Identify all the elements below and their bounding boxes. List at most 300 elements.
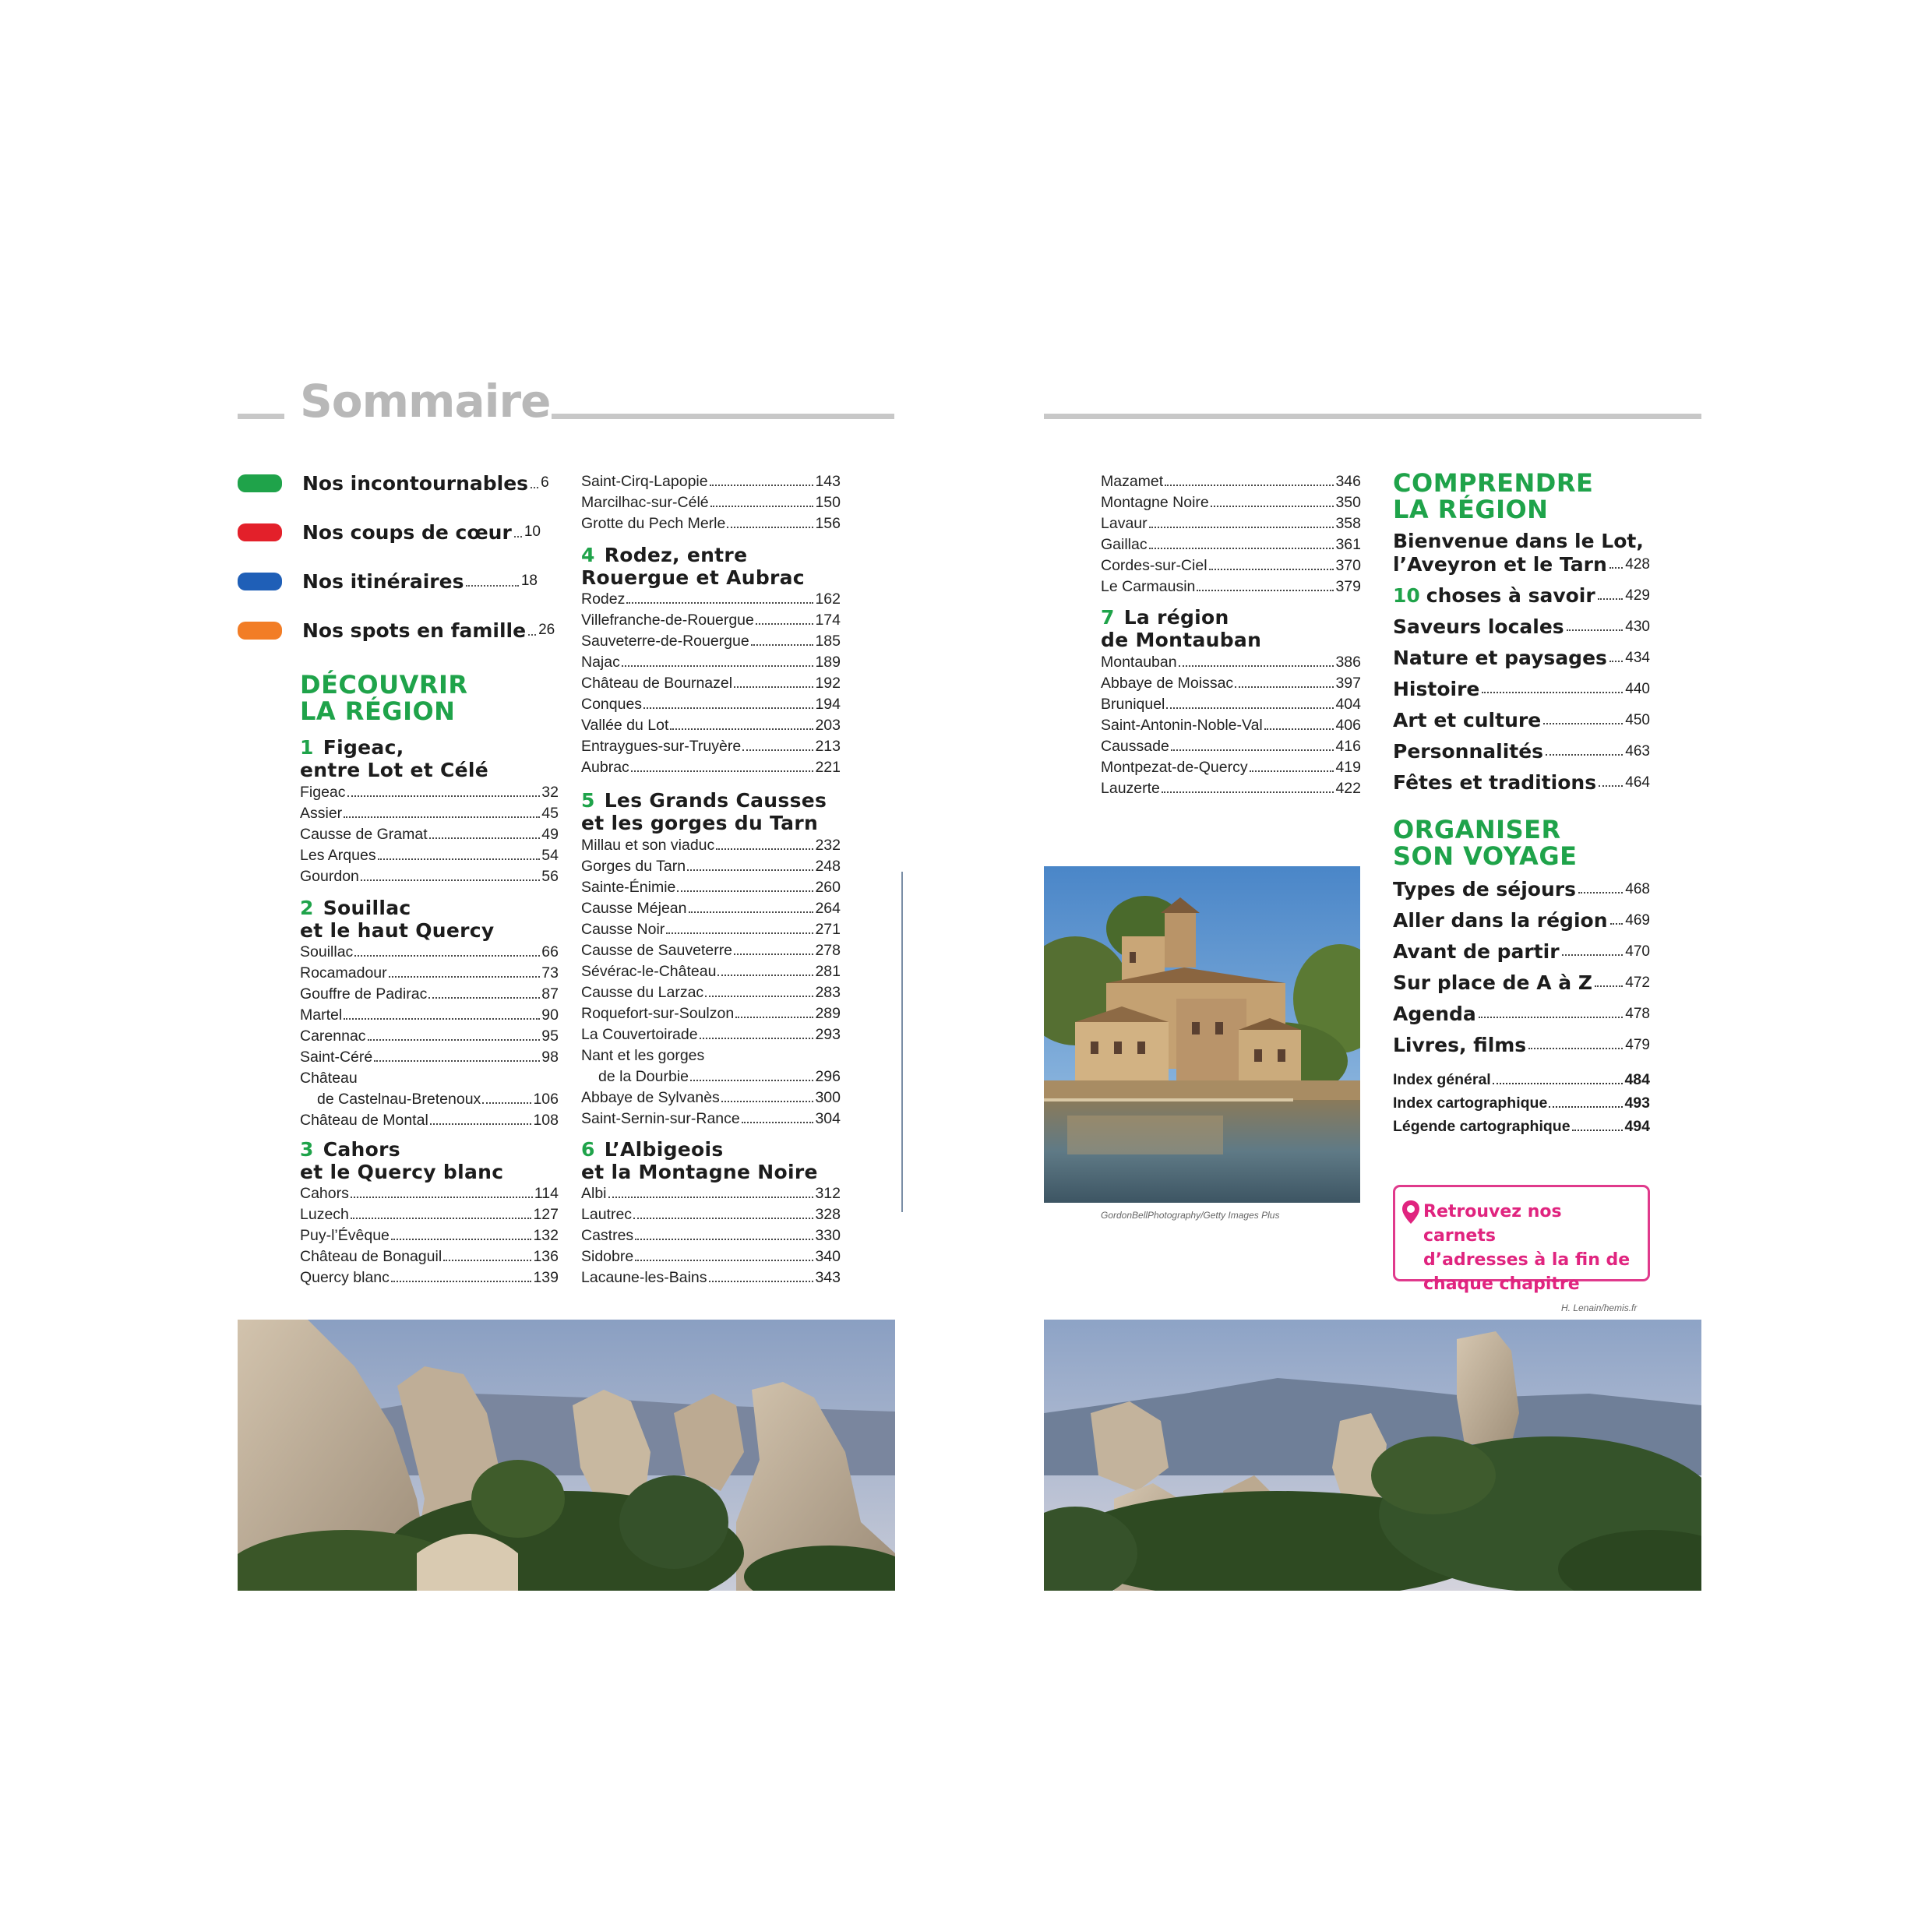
entry-page: 361 <box>1335 536 1361 553</box>
entry-page: 87 <box>541 985 559 1003</box>
toc-entry[interactable] <box>1393 994 1650 1025</box>
toc-entry[interactable] <box>300 781 559 802</box>
entry-name: Abbaye de Moissac <box>1101 675 1234 692</box>
toc-entry[interactable] <box>581 834 841 855</box>
entry-name: Sidobre <box>581 1248 634 1265</box>
entry-name: Montauban <box>1101 654 1177 671</box>
entry-name: choses à savoir <box>1426 584 1595 607</box>
toc-entry[interactable] <box>581 1107 841 1128</box>
section-decouvrir <box>300 671 468 724</box>
entry-name: Causse de Sauveterre <box>581 942 733 959</box>
dot-leader <box>710 485 814 486</box>
entry-name: Le Carmausin <box>1101 578 1196 595</box>
entry-name: Saint-Cirq-Lapopie <box>581 473 708 490</box>
chapter-1-heading[interactable] <box>300 736 488 781</box>
carnets-line: d’adresses à la fin de <box>1423 1250 1631 1270</box>
chapter-number: 2 <box>300 897 314 919</box>
entry-page: 278 <box>815 942 841 959</box>
toc-entry[interactable] <box>300 802 559 823</box>
entry-name: Index cartographique <box>1393 1094 1548 1112</box>
entry-number: 10 <box>1393 584 1420 607</box>
chapter-4-list <box>581 587 841 777</box>
toc-entry[interactable] <box>581 587 841 608</box>
orange-chip <box>238 622 282 640</box>
entry-page: 162 <box>815 590 841 608</box>
highlight-coups-de-coeur[interactable] <box>238 516 541 548</box>
chapter-5-heading[interactable] <box>581 789 827 834</box>
dot-leader <box>430 1123 532 1125</box>
toc-entry[interactable] <box>300 1245 559 1266</box>
chapter-6-heading[interactable] <box>581 1138 818 1183</box>
highlight-label: Nos coups de cœur <box>302 520 512 544</box>
entry-name: Sainte-Énimie <box>581 879 676 896</box>
dot-leader <box>1211 506 1334 507</box>
toc-entry[interactable] <box>300 940 559 961</box>
entry-page: 469 <box>1625 912 1650 929</box>
dot-leader <box>622 665 814 667</box>
entry-page: 150 <box>815 494 841 511</box>
dot-leader <box>1599 785 1623 787</box>
page-edge-line <box>901 872 903 1212</box>
chapter-7-heading[interactable] <box>1101 606 1261 651</box>
toc-entry[interactable] <box>1393 731 1650 763</box>
toc-entry[interactable] <box>1101 491 1361 512</box>
toc-entry[interactable] <box>581 1224 841 1245</box>
dot-leader <box>735 1017 813 1018</box>
dot-leader <box>1572 1130 1624 1131</box>
chapter-number: 6 <box>581 1138 595 1161</box>
chapter-2-heading[interactable] <box>300 897 495 942</box>
village-photo <box>1044 866 1360 1203</box>
toc-entry[interactable] <box>1101 650 1361 671</box>
dot-leader <box>1166 707 1334 709</box>
entry-page: 127 <box>533 1206 559 1223</box>
dot-leader <box>1610 923 1624 925</box>
dot-leader <box>721 1101 814 1102</box>
toc-entry[interactable] <box>581 608 841 629</box>
carnets-line: chaque chapitre <box>1423 1274 1580 1294</box>
green-chip <box>238 474 282 492</box>
chapter-title: entre Lot et Célé <box>300 759 488 781</box>
dot-leader <box>700 1038 814 1039</box>
chapter-1-list <box>300 781 559 886</box>
toc-entry[interactable] <box>581 650 841 671</box>
entry-name: Montpezat-de-Quercy <box>1101 759 1248 776</box>
section-organiser <box>1393 816 1577 869</box>
entry-name: Nant et les gorges <box>581 1047 705 1064</box>
toc-entry[interactable] <box>1393 669 1650 700</box>
dot-leader <box>1549 1106 1623 1108</box>
index-entry[interactable] <box>1393 1112 1650 1136</box>
chapter-title: et les gorges du Tarn <box>581 812 819 834</box>
dot-leader <box>1562 954 1624 956</box>
toc-entry[interactable] <box>300 1182 559 1203</box>
header-rule-right <box>1044 414 1701 419</box>
section-line: LA RÉGION <box>1393 495 1549 524</box>
toc-entry[interactable] <box>300 1109 559 1130</box>
dot-leader <box>635 1260 813 1261</box>
toc-entry[interactable] <box>1393 932 1650 963</box>
toc-entry[interactable] <box>1101 554 1361 575</box>
toc-entry[interactable] <box>300 1087 559 1109</box>
entry-page: 73 <box>541 964 559 982</box>
entry-name: Saint-Sernin-sur-Rance <box>581 1110 740 1127</box>
entry-name: Château de Bonaguil <box>300 1248 442 1265</box>
entry-page: 248 <box>815 858 841 875</box>
chapter-title: Figeac, <box>323 736 404 759</box>
entry-page: 330 <box>815 1227 841 1244</box>
chapter-title: L’Albigeois <box>604 1138 724 1161</box>
dot-leader <box>1197 590 1334 591</box>
entry-page: 493 <box>1624 1094 1650 1112</box>
toc-entry[interactable] <box>1101 756 1361 777</box>
toc-entry-line <box>300 1066 559 1087</box>
entry-page: 406 <box>1335 717 1361 734</box>
entry-name: La Couvertoirade <box>581 1026 698 1043</box>
entry-page: 283 <box>815 984 841 1001</box>
toc-entry[interactable] <box>581 897 841 918</box>
toc-entry[interactable] <box>300 844 559 865</box>
entry-page: 296 <box>815 1068 841 1085</box>
dot-leader <box>1264 728 1334 730</box>
highlight-incontournables[interactable] <box>238 467 549 499</box>
entry-page: 114 <box>534 1185 559 1202</box>
entry-name: Avant de partir <box>1393 940 1560 963</box>
dot-leader <box>689 911 814 913</box>
dot-leader <box>391 1281 532 1282</box>
entry-name: Roquefort-sur-Soulzon <box>581 1005 735 1022</box>
dot-leader <box>643 707 813 709</box>
index-entry[interactable] <box>1393 1066 1650 1089</box>
chapter-title: Souillac <box>323 897 411 919</box>
entry-name: Château de Bournazel <box>581 675 733 692</box>
entry-page: 494 <box>1624 1118 1650 1135</box>
entry-page: 156 <box>815 515 841 532</box>
toc-entry[interactable] <box>1101 735 1361 756</box>
dot-leader <box>1162 791 1334 793</box>
entry-name: Millau et son viaduc <box>581 837 715 854</box>
dot-leader <box>1546 754 1623 756</box>
comprendre-items <box>1393 607 1650 794</box>
dot-leader <box>666 932 813 934</box>
entry-page: 264 <box>815 900 841 917</box>
entry-page: 328 <box>815 1206 841 1223</box>
toc-entry[interactable] <box>300 982 559 1003</box>
dot-leader <box>1250 770 1334 772</box>
highlight-page: 6 <box>541 474 549 491</box>
entry-page: 136 <box>533 1248 559 1265</box>
toc-entry[interactable] <box>300 961 559 982</box>
toc-entry[interactable] <box>1393 552 1650 576</box>
entry-page: 56 <box>541 868 559 885</box>
toc-entry[interactable] <box>1101 575 1361 596</box>
toc-entry[interactable] <box>1393 638 1650 669</box>
entry-name: Art et culture <box>1393 709 1542 731</box>
entry-name: Cahors <box>300 1185 349 1202</box>
toc-entry[interactable] <box>581 735 841 756</box>
dot-leader <box>1479 1017 1624 1018</box>
photo-credit-village: GordonBellPhotography/Getty Images Plus <box>1101 1210 1280 1221</box>
landscape-photo-right <box>1044 1320 1701 1591</box>
toc-entry[interactable] <box>1393 763 1650 794</box>
entry-page: 189 <box>815 654 841 671</box>
dot-leader <box>705 996 813 997</box>
entry-name: Assier <box>300 805 343 822</box>
dot-leader <box>482 1102 531 1104</box>
toc-entry[interactable] <box>300 1203 559 1224</box>
section-line: SON VOYAGE <box>1393 841 1578 871</box>
toc-entry[interactable] <box>581 918 841 939</box>
dot-leader <box>751 644 814 646</box>
toc-entry[interactable] <box>581 512 841 533</box>
entry-name: Luzech <box>300 1206 349 1223</box>
toc-entry[interactable] <box>1101 533 1361 554</box>
dot-leader <box>1209 569 1334 570</box>
dot-leader <box>670 728 813 730</box>
section-line: DÉCOUVRIR <box>300 670 468 700</box>
highlight-spots-famille[interactable] <box>238 615 555 646</box>
dot-leader <box>361 879 540 881</box>
toc-entry[interactable] <box>581 939 841 960</box>
highlight-itineraires[interactable] <box>238 566 538 597</box>
entry-page: 232 <box>815 837 841 854</box>
toc-entry[interactable] <box>581 693 841 714</box>
entry-name: Saint-Céré <box>300 1049 373 1066</box>
chapter-number: 5 <box>581 789 595 812</box>
entry-page: 370 <box>1335 557 1361 574</box>
entry-name: Albi <box>581 1185 607 1202</box>
toc-entry[interactable] <box>300 1266 559 1287</box>
toc-entry[interactable] <box>300 1224 559 1245</box>
toc-entry[interactable] <box>1393 700 1650 731</box>
dot-leader <box>1543 723 1623 724</box>
toc-entry[interactable] <box>1393 963 1650 994</box>
toc-entry[interactable] <box>1101 470 1361 491</box>
dot-leader <box>1482 692 1623 693</box>
entry-name: Carennac <box>300 1027 366 1045</box>
dot-leader <box>1179 665 1334 667</box>
dot-leader <box>1528 1048 1623 1049</box>
highlight-page: 26 <box>538 622 555 638</box>
chapter-2-castelnau <box>300 1066 559 1130</box>
toc-entry[interactable] <box>581 960 841 981</box>
entry-name: de la Dourbie <box>598 1068 689 1085</box>
dot-leader <box>635 1239 813 1240</box>
chapter-number: 4 <box>581 544 595 566</box>
chapter-5-list-end <box>581 1086 841 1128</box>
chapter-3-heading[interactable] <box>300 1138 503 1183</box>
carnets-text <box>1423 1200 1640 1296</box>
chapter-2-list <box>300 940 559 1066</box>
entry-page: 343 <box>815 1269 841 1286</box>
dot-leader <box>428 997 540 999</box>
dot-leader <box>709 1281 814 1282</box>
toc-entry[interactable] <box>581 714 841 735</box>
index-entry[interactable] <box>1393 1089 1650 1112</box>
entry-name: Najac <box>581 654 620 671</box>
entry-page: 422 <box>1335 780 1361 797</box>
dot-leader <box>1149 548 1334 549</box>
entry-page: 484 <box>1624 1071 1650 1088</box>
entry-name: Bienvenue dans le Lot, <box>1393 530 1644 552</box>
entry-name: Causse du Larzac <box>581 984 704 1001</box>
toc-entry[interactable] <box>581 491 841 512</box>
toc-entry[interactable] <box>1393 607 1650 638</box>
entry-name: Castres <box>581 1227 634 1244</box>
entry-page: 350 <box>1335 494 1361 511</box>
entry-name: Vallée du Lot <box>581 717 669 734</box>
dot-leader <box>734 686 813 688</box>
toc-entry[interactable] <box>1393 901 1650 932</box>
dot-leader <box>677 890 813 892</box>
toc-entry[interactable] <box>581 1182 841 1203</box>
toc-entry[interactable] <box>300 865 559 886</box>
entry-page: 194 <box>815 696 841 713</box>
entry-name: Légende cartographique <box>1393 1118 1571 1135</box>
dot-leader <box>531 487 538 488</box>
entry-name: Nature et paysages <box>1393 647 1607 669</box>
entry-name: Villefranche-de-Rouergue <box>581 612 754 629</box>
toc-entry[interactable] <box>581 1203 841 1224</box>
entry-page: 139 <box>533 1269 559 1286</box>
dot-leader <box>742 1122 814 1123</box>
dot-leader <box>1578 892 1623 894</box>
entry-page: 463 <box>1625 743 1650 760</box>
section-comprendre <box>1393 470 1593 523</box>
red-chip <box>238 523 282 541</box>
entry-name: Puy-l’Évêque <box>300 1227 390 1244</box>
chapter-title: de Montauban <box>1101 629 1262 651</box>
entry-page: 143 <box>815 473 841 490</box>
page-title: Sommaire <box>300 375 551 428</box>
toc-entry[interactable] <box>581 756 841 777</box>
entry-page: 386 <box>1335 654 1361 671</box>
entry-page: 271 <box>815 921 841 938</box>
entry-name: Rocamadour <box>300 964 387 982</box>
dot-leader <box>374 1060 540 1062</box>
entry-name: Aller dans la région <box>1393 909 1608 932</box>
chapter-title: La région <box>1123 606 1229 629</box>
toc-entry[interactable] <box>1393 576 1650 607</box>
toc-entry[interactable] <box>581 876 841 897</box>
chapter-title: Cahors <box>323 1138 400 1161</box>
toc-entry[interactable] <box>1393 1025 1650 1056</box>
entry-name: Fêtes et traditions <box>1393 771 1597 794</box>
entry-page: 174 <box>815 612 841 629</box>
entry-name: Entraygues-sur-Truyère <box>581 738 742 755</box>
dot-leader <box>633 1218 813 1219</box>
entry-page: 66 <box>541 943 559 960</box>
dot-leader <box>631 770 814 772</box>
dot-leader <box>727 527 813 528</box>
chapter-3-list <box>300 1182 559 1287</box>
entry-name: Sur place de A à Z <box>1393 971 1592 994</box>
dot-leader <box>1567 629 1624 631</box>
entry-page: 379 <box>1335 578 1361 595</box>
organiser-list <box>1393 869 1650 1056</box>
dot-leader <box>514 536 522 538</box>
entry-page: 95 <box>541 1027 559 1045</box>
dot-leader <box>378 858 541 860</box>
toc-entry[interactable] <box>1393 869 1650 901</box>
entry-name: de Castelnau-Bretenoux <box>317 1091 481 1108</box>
toc-entry[interactable] <box>1101 777 1361 798</box>
toc-entry[interactable] <box>581 1245 841 1266</box>
entry-page: 106 <box>533 1091 559 1108</box>
highlight-label: Nos itinéraires <box>302 569 464 593</box>
entry-page: 428 <box>1625 556 1650 573</box>
toc-entry[interactable] <box>581 855 841 876</box>
toc-entry[interactable] <box>581 1086 841 1107</box>
dot-leader <box>626 602 813 604</box>
entry-name: Lavaur <box>1101 515 1148 532</box>
toc-entry[interactable] <box>1101 714 1361 735</box>
index-list <box>1393 1066 1650 1136</box>
entry-name: Abbaye de Sylvanès <box>581 1089 720 1106</box>
toc-entry[interactable] <box>300 1045 559 1066</box>
entry-page: 281 <box>815 963 841 980</box>
dot-leader <box>429 837 541 839</box>
dot-leader <box>389 976 541 978</box>
entry-name: Mazamet <box>1101 473 1164 490</box>
entry-name: Gourdon <box>300 868 359 885</box>
toc-entry[interactable] <box>300 823 559 844</box>
chapter-title: Rodez, entre <box>604 544 748 566</box>
entry-page: 429 <box>1625 587 1650 604</box>
entry-name: Martel <box>300 1006 343 1024</box>
dot-leader <box>1609 661 1623 662</box>
entry-page: 185 <box>815 633 841 650</box>
toc-entry[interactable] <box>581 671 841 693</box>
dot-leader <box>1595 985 1623 987</box>
toc-entry[interactable] <box>581 1266 841 1287</box>
toc-entry[interactable] <box>581 981 841 1002</box>
toc-entry[interactable] <box>1101 693 1361 714</box>
toc-entry[interactable] <box>581 1023 841 1044</box>
toc-entry[interactable] <box>300 1024 559 1045</box>
dot-leader <box>1171 749 1334 751</box>
entry-page: 434 <box>1625 650 1650 666</box>
chapter-4-heading[interactable] <box>581 544 805 589</box>
highlight-label: Nos incontournables <box>302 471 529 495</box>
entry-page: 192 <box>815 675 841 692</box>
dot-leader <box>1149 527 1334 528</box>
dot-leader <box>528 634 536 636</box>
toc-entry[interactable] <box>581 1002 841 1023</box>
toc-entry[interactable] <box>1101 671 1361 693</box>
entry-name: Gorges du Tarn <box>581 858 686 875</box>
entry-page: 450 <box>1625 712 1650 728</box>
toc-entry[interactable] <box>1101 512 1361 533</box>
carnets-line: Retrouvez nos carnets <box>1423 1202 1562 1246</box>
entry-name: Livres, films <box>1393 1034 1527 1056</box>
entry-name: Gaillac <box>1101 536 1148 553</box>
entry-page: 358 <box>1335 515 1361 532</box>
entry-name: Rodez <box>581 590 626 608</box>
entry-page: 479 <box>1625 1037 1650 1053</box>
entry-page: 470 <box>1625 943 1650 960</box>
entry-page: 45 <box>541 805 559 822</box>
toc-entry[interactable] <box>581 1065 841 1086</box>
entry-page: 300 <box>815 1089 841 1106</box>
chapter-title: Les Grands Causses <box>604 789 827 812</box>
entry-name: Grotte du Pech Merle <box>581 515 726 532</box>
toc-entry[interactable] <box>300 1003 559 1024</box>
toc-entry[interactable] <box>581 629 841 650</box>
dot-leader <box>1165 485 1334 486</box>
dot-leader <box>1493 1083 1624 1084</box>
toc-entry[interactable] <box>581 470 841 491</box>
